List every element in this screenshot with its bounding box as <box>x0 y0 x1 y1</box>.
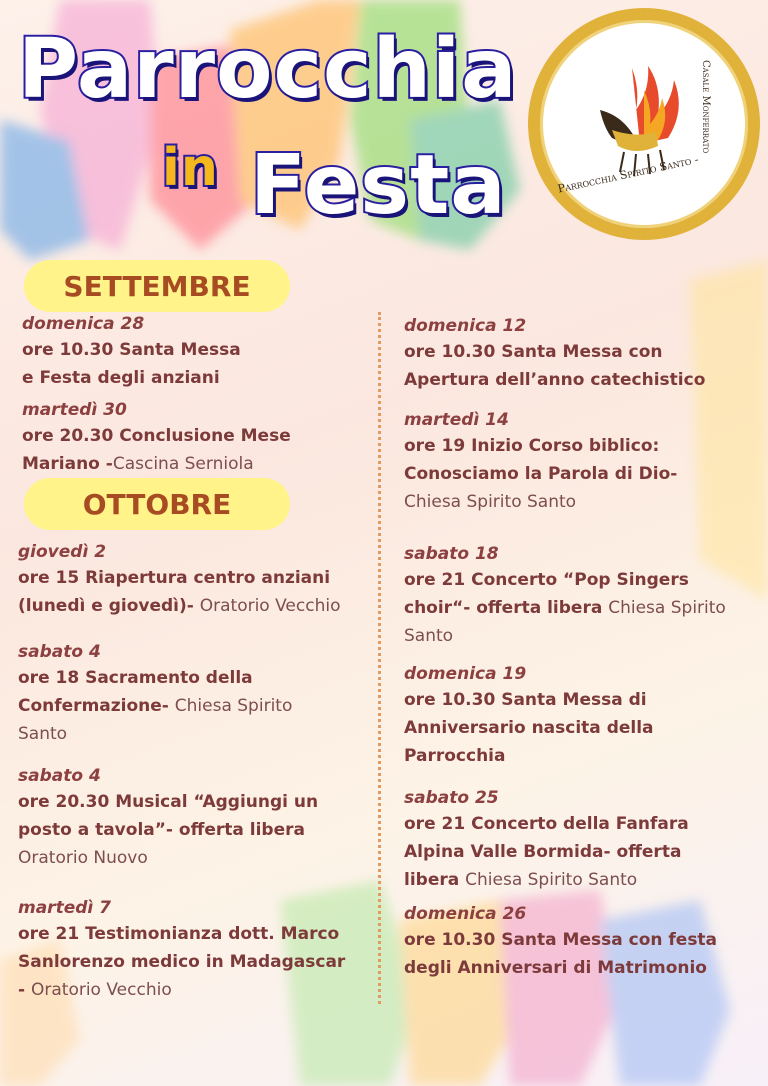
event-date: sabato 18 <box>404 544 499 564</box>
event-item <box>404 662 754 770</box>
event-date: domenica 19 <box>404 664 527 684</box>
event-line: libera <box>404 870 466 890</box>
event-date: sabato 4 <box>18 642 101 662</box>
event-date: giovedì 2 <box>18 542 107 562</box>
event-line: (lunedì e giovedì)- <box>18 596 200 616</box>
event-line: ore 10.30 Santa Messa con <box>404 342 663 362</box>
event-line: Alpina Valle Bormida- offerta <box>404 842 682 862</box>
event-item <box>18 764 374 872</box>
event-item <box>18 540 374 620</box>
event-place: Chiesa Spirito Santo <box>404 492 577 512</box>
event-line: ore 20.30 Musical “Aggiungi un <box>18 792 319 812</box>
event-date: martedì 14 <box>404 410 509 430</box>
event-line: ore 15 Riapertura centro anziani <box>18 568 331 588</box>
logo-city-name: Casale Monferrato <box>700 60 711 154</box>
event-line: Apertura dell’anno catechistico <box>404 370 706 390</box>
event-line: ore 21 Concerto della Fanfara <box>404 814 689 834</box>
month-ottobre: OTTOBRE <box>24 478 290 530</box>
event-place: Oratorio Vecchio <box>30 980 172 1000</box>
event-date: domenica 12 <box>404 316 527 336</box>
event-item <box>404 314 754 394</box>
event-line: ore 20.30 Conclusione Mese <box>22 426 291 446</box>
event-place: Chiesa Spirito Santo <box>465 870 638 890</box>
event-date: sabato 25 <box>404 788 499 808</box>
event-line: ore 21 Testimonianza dott. Marco <box>18 924 340 944</box>
event-item <box>18 640 374 748</box>
title-in: in <box>162 138 219 198</box>
event-line: Sanlorenzo medico in Madagascar <box>18 952 346 972</box>
event-line: degli Anniversari di Matrimonio <box>404 958 707 978</box>
event-line: posto a tavola”- offerta libera <box>18 820 305 840</box>
event-line: Anniversario nascita della <box>404 718 654 738</box>
flame-dove-icon <box>540 20 748 228</box>
month-settembre: SETTEMBRE <box>24 260 290 312</box>
event-item <box>404 786 754 894</box>
event-item <box>404 542 760 650</box>
parish-logo <box>528 8 760 240</box>
event-date: sabato 4 <box>18 766 101 786</box>
event-line: choir“- offerta libera <box>404 598 609 618</box>
event-line: - <box>18 980 31 1000</box>
event-date: domenica 26 <box>404 904 527 924</box>
event-item <box>404 902 760 982</box>
event-place: Santo <box>404 626 454 646</box>
column-divider <box>378 312 381 1004</box>
event-place: Chiesa Spirito <box>608 598 726 618</box>
event-place: Oratorio Nuovo <box>18 848 148 868</box>
event-item <box>404 408 754 516</box>
event-line: ore 21 Concerto “Pop Singers <box>404 570 689 590</box>
event-place: Oratorio Vecchio <box>199 596 341 616</box>
event-date: martedì 7 <box>18 898 111 918</box>
event-item <box>22 398 372 478</box>
event-place: Santo <box>18 724 68 744</box>
event-line: Mariano - <box>22 454 113 474</box>
event-place: Cascina Serniola <box>112 454 254 474</box>
event-item <box>18 896 378 1004</box>
title-parrocchia: Parrocchia <box>18 22 518 117</box>
event-date: martedì 30 <box>22 400 127 420</box>
event-item <box>22 312 372 392</box>
event-line: ore 10.30 Santa Messa <box>22 340 241 360</box>
logo-parish-name: Parrocchia Spirito Santo - <box>556 152 700 196</box>
event-place: Chiesa Spirito <box>174 696 293 716</box>
event-line: ore 18 Sacramento della <box>18 668 253 688</box>
event-date: domenica 28 <box>22 314 145 334</box>
title-festa: Festa <box>250 138 507 233</box>
event-line: ore 19 Inizio Corso biblico: <box>404 436 660 456</box>
event-line: Conosciamo la Parola di Dio- <box>404 464 678 484</box>
event-line: ore 10.30 Santa Messa di <box>404 690 647 710</box>
event-line: Parrocchia <box>404 746 506 766</box>
event-line: e Festa degli anziani <box>22 368 220 388</box>
event-line: ore 10.30 Santa Messa con festa <box>404 930 718 950</box>
event-line: Confermazione- <box>18 696 175 716</box>
